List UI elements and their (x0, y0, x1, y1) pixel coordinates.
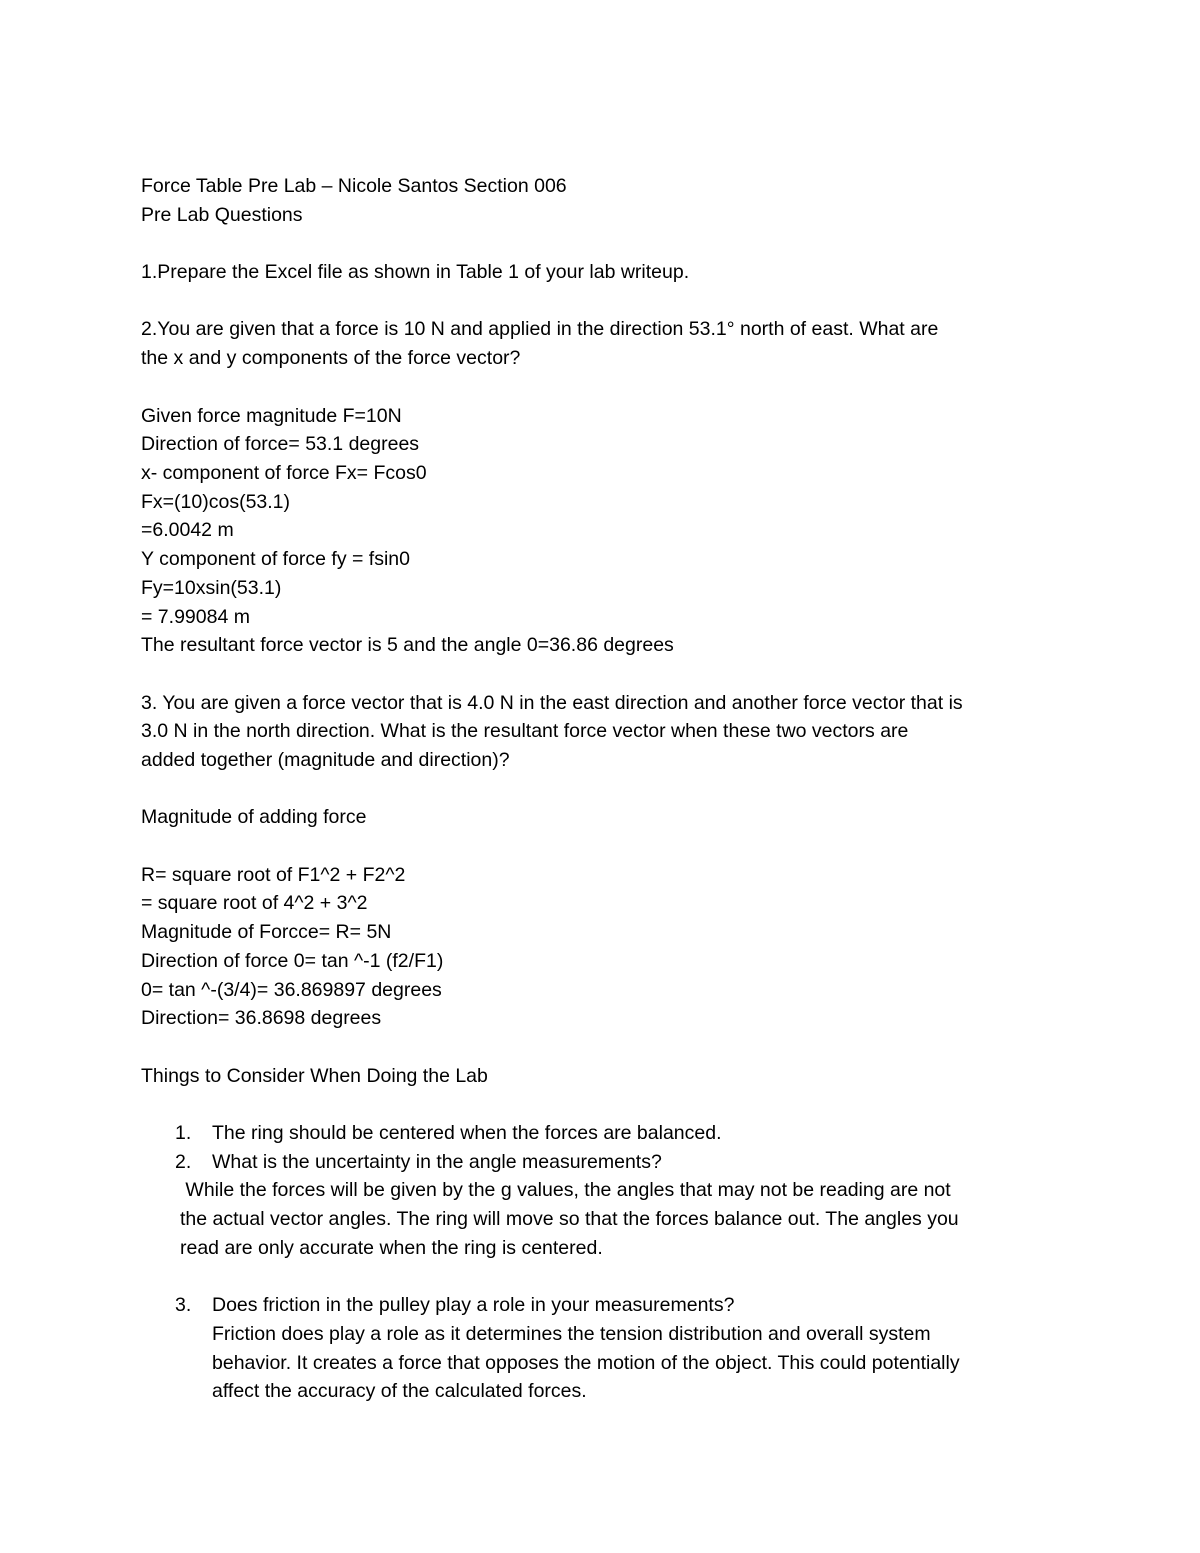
spacer (141, 660, 1081, 689)
considerations-heading: Things to Consider When Doing the Lab (141, 1064, 488, 1087)
spacer (141, 832, 1081, 861)
document-subtitle: Pre Lab Questions (141, 203, 303, 226)
item-2-answer (141, 1176, 1081, 1262)
q3-answer-line: Direction of force 0= tan ^-1 (f2/F1) (141, 949, 444, 972)
list-item-text: Does friction in the pulley play a role in your measurements? (212, 1294, 735, 1317)
list-item-text: The ring should be centered when the forces are balanced. (212, 1122, 722, 1145)
list-item-text: What is the uncertainty in the angle measurements? (212, 1150, 662, 1173)
question-2-line-2: the x and y components of the force vector? (141, 347, 521, 370)
spacer (141, 775, 1081, 804)
item-3-answer-line: behavior. It creates a force that opposes the motion of the object. This could potentially (212, 1351, 960, 1374)
spacer (141, 229, 1081, 258)
question-2-line-1: 2.You are given that a force is 10 N and applied in the direction 53.1° north of east. What are (141, 318, 939, 341)
list-item (141, 1148, 1081, 1177)
list-item-number: 3. (175, 1294, 192, 1317)
spacer (141, 1263, 1081, 1292)
question-1: 1.Prepare the Excel file as shown in Table 1 of your lab writeup. (141, 261, 690, 284)
q3-answer-line: = square root of 4^2 + 3^2 (141, 892, 368, 915)
q2-answer-line: = 7.99084 m (141, 605, 250, 628)
q2-answer-line: Fx=(10)cos(53.1) (141, 490, 291, 513)
question-3-line-1: 3. You are given a force vector that is 4.0 N in the east direction and another force vector that is (141, 691, 963, 714)
q2-answer-line: Direction of force= 53.1 degrees (141, 433, 420, 456)
q2-answer-line: =6.0042 m (141, 519, 234, 542)
item-2-answer-line: While the forces will be given by the g values, the angles that may not be reading are not (180, 1179, 951, 1202)
q2-answer-line: The resultant force vector is 5 and the angle 0=36.86 degrees (141, 634, 674, 657)
list-item (141, 1291, 1081, 1406)
considerations-list-continued (141, 1291, 1081, 1406)
item-3-answer-line: affect the accuracy of the calculated forces. (212, 1380, 587, 1403)
q3-answer-line: Direction= 36.8698 degrees (141, 1007, 382, 1030)
spacer (141, 1090, 1081, 1119)
q3-answer-heading: Magnitude of adding force (141, 806, 367, 829)
list-item-number: 1. (175, 1122, 192, 1145)
item-3-answer-line: Friction does play a role as it determines the tension distribution and overall system (212, 1322, 931, 1345)
question-3-line-3: added together (magnitude and direction)? (141, 749, 510, 771)
spacer (141, 1033, 1081, 1062)
document-title: Force Table Pre Lab – Nicole Santos Section 006 (141, 175, 567, 197)
spacer (141, 373, 1081, 402)
q2-answer-line: Given force magnitude F=10N (141, 404, 402, 427)
q3-answer-line: Magnitude of Forcce= R= 5N (141, 921, 392, 944)
q2-answer-line: Y component of force fy = fsin0 (141, 548, 411, 571)
question-3-line-2: 3.0 N in the north direction. What is the resultant force vector when these two vectors are (141, 720, 909, 743)
q3-answer-line: R= square root of F1^2 + F2^2 (141, 863, 406, 886)
list-item-number: 2. (175, 1150, 192, 1173)
spacer (141, 287, 1081, 316)
item-2-answer-line: the actual vector angles. The ring will move so that the forces balance out. The angles you (180, 1208, 959, 1231)
document-body (141, 172, 1081, 1406)
list-item (141, 1119, 1081, 1148)
q3-answer-line: 0= tan ^-(3/4)= 36.869897 degrees (141, 978, 442, 1001)
considerations-list (141, 1119, 1081, 1176)
q2-answer-line: Fy=10xsin(53.1) (141, 576, 282, 599)
item-2-answer-line: read are only accurate when the ring is centered. (180, 1236, 603, 1259)
q2-answer-line: x- component of force Fx= Fcos0 (141, 461, 427, 484)
